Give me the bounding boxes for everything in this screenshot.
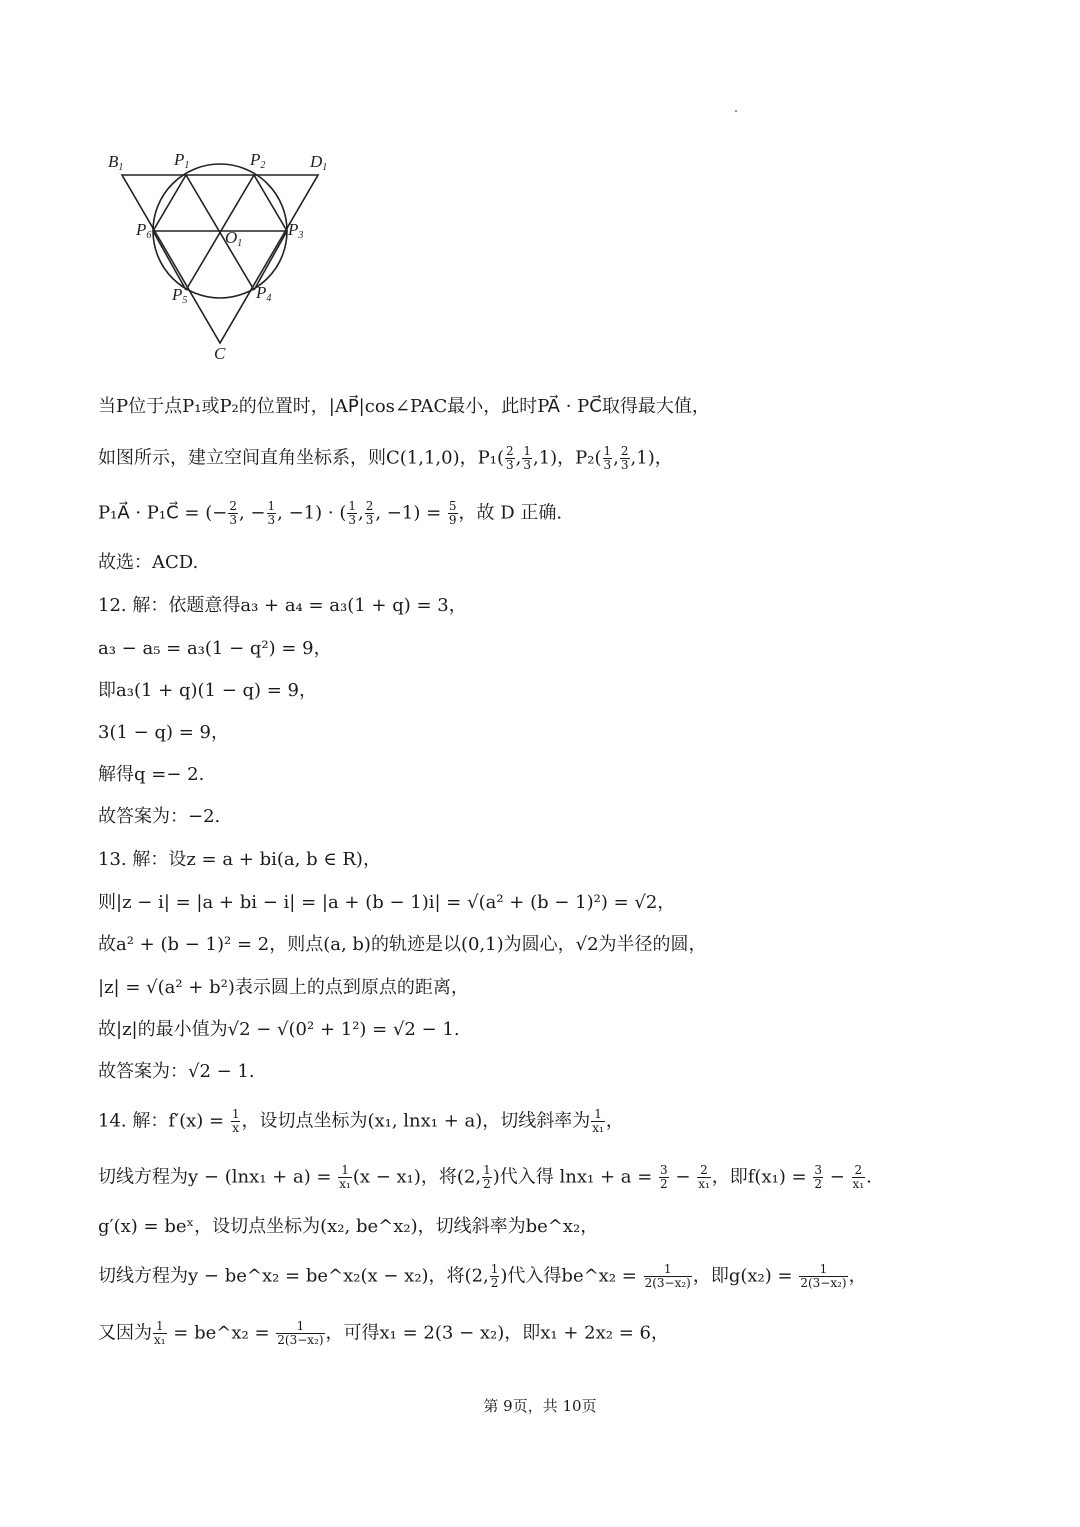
text-line-12: 则|z − i| = |a + bi − i| = |a + (b − 1)i| = √(a² + (b − 1)²) = √2，	[98, 892, 676, 913]
label-c: C	[214, 344, 226, 363]
text-line-13: 故a² + (b − 1)² = 2，则点(a, b)的轨迹是以(0,1)为圆心，√2为半径的圆，	[98, 934, 707, 955]
text-line-9: 解得q =− 2.	[98, 764, 205, 785]
label-d1: D1	[310, 152, 328, 173]
text-line-8: 3(1 − q) = 9，	[98, 722, 229, 743]
label-p2: P2	[250, 150, 266, 171]
text-line-18: 切线方程为y − (lnx₁ + a) = $\frac{1}{\text{x₁}}$ (x − x₁)，将(2, $\frac{1}{2}$ )代入得 lnx₁ + a = $\frac{3}{2}$ − $\frac{2}{\text{x₁}}$ ，即f(x₁) = $\frac{3}{2}$ − $\frac{2}{\text{x₁}}$ .	[98, 1163, 872, 1191]
text-line-11: 13. 解：设z = a + bi(a, b ∈ R)，	[98, 849, 381, 870]
label-p3: P3	[288, 220, 304, 241]
label-p5: P5	[172, 285, 188, 306]
text-line-14: |z| = √(a² + b²)表示圆上的点到原点的距离，	[98, 977, 469, 998]
text-line-17: 14. 解：f′(x) = $\frac{1}{x}$ ，设切点坐标为(x₁, lnx₁ + a)，切线斜率为 $\frac{1}{\text{x₁}}$ ，	[98, 1107, 624, 1135]
text-line-10: 故答案为：−2.	[98, 806, 221, 827]
text-line-1: 当P位于点P₁或P₂的位置时，|AP⃗|cos∠PAC最小，此时PA⃗ · PC⃗取得最大值，	[98, 396, 710, 417]
text-line-5: 12. 解：依题意得a₃ + a₄ = a₃(1 + q) = 3，	[98, 595, 467, 616]
outer-triangle	[122, 175, 318, 343]
text-line-19: g′(x) = beˣ，设切点坐标为(x₂, be^x₂)，切线斜率为be^x₂，	[98, 1216, 599, 1237]
line-p6-p5	[153, 231, 186, 290]
label-b1: B1	[108, 152, 124, 173]
triangle-circle-diagram	[100, 145, 350, 370]
text-line-4: 故选：ACD.	[98, 552, 199, 573]
label-p6: P6	[136, 220, 152, 241]
geometry-figure	[100, 145, 350, 370]
text-line-7: 即a₃(1 + q)(1 − q) = 9，	[98, 680, 318, 701]
label-p1: P1	[174, 150, 190, 171]
line-p3-p4	[254, 231, 287, 290]
text-line-15: 故|z|的最小值为√2 − √(0² + 1²) = √2 − 1.	[98, 1019, 460, 1040]
text-line-16: 故答案为：√2 − 1.	[98, 1061, 255, 1082]
text-line-20: 切线方程为y − be^x₂ = be^x₂(x − x₂)，将(2, $\frac{1}{2}$ )代入得be^x₂ = $\frac{1}{\text{2(3−x₂)}}$ ，即g(x₂) = $\frac{1}{\text{2(3−x₂)}}$ ，	[98, 1262, 867, 1290]
label-o1: O1	[225, 228, 243, 249]
label-p4: P4	[256, 283, 272, 304]
text-line-21: 又因为 $\frac{1}{\text{x₁}}$ = be^x₂ = $\frac{1}{\text{2(3−x₂)}}$ ，可得x₁ = 2(3 − x₂)，即x₁ + 2x₂ = 6，	[98, 1319, 669, 1347]
text-line-2: 如图所示，建立空间直角坐标系，则C(1,1,0)，P₁( $\frac{2}{3}$ , $\frac{1}{3}$ ,1)，P₂( $\frac{1}{3}$ , $\frac{2}{3}$ ,1)，	[98, 444, 673, 472]
line-p1-p6	[153, 175, 186, 231]
text-line-6: a₃ − a₅ = a₃(1 − q²) = 9，	[98, 638, 332, 659]
stray-dot	[735, 110, 737, 112]
line-p2-p3	[254, 175, 287, 231]
page-footer: 第 9页，共 10页	[483, 1397, 597, 1415]
text-line-3: P₁A⃗ · P₁C⃗ = (− $\frac{2}{3}$ , − $\frac{1}{3}$ , −1) · ( $\frac{1}{3}$ , $\frac{2}{3}$ , −1) = $\frac{5}{9}$ ，故 D 正确.	[98, 499, 563, 527]
